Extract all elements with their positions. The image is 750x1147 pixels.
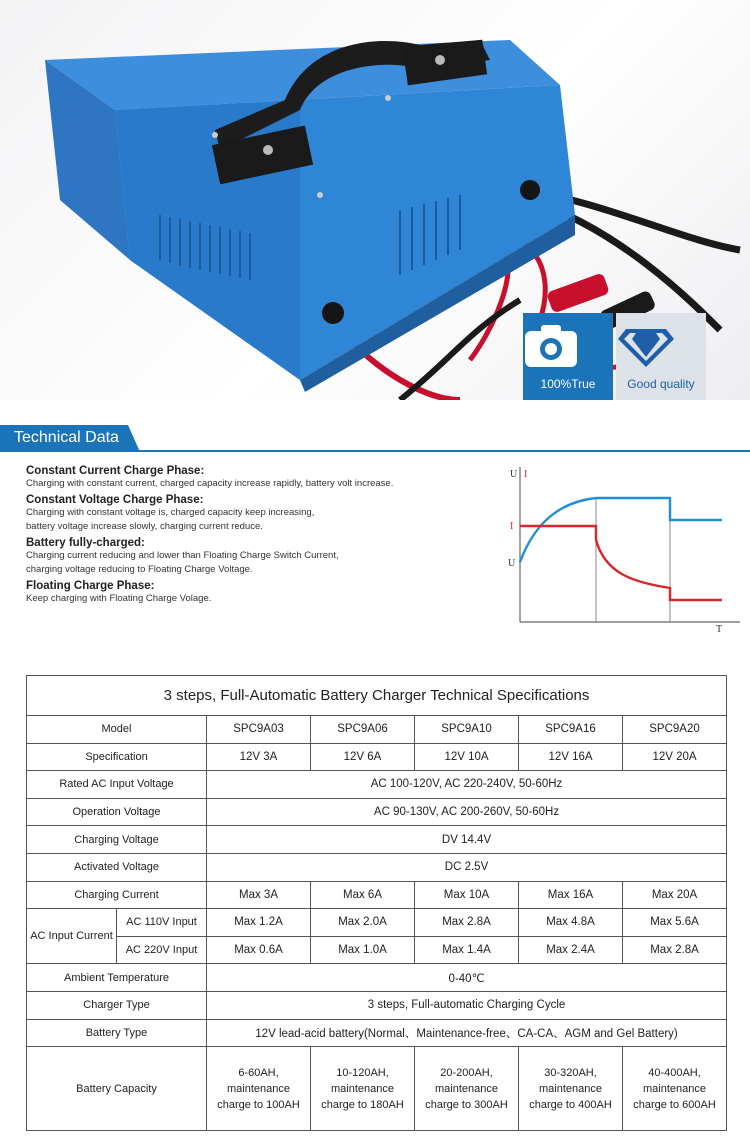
ac-input-current-label: AC Input Current [27,909,117,964]
spec-label: Specification [27,743,207,771]
capacity-cell [519,1047,623,1131]
technical-data-header [0,425,750,453]
phase-title: Battery fully-charged: [26,537,145,549]
activated-voltage-value: DC 2.5V [207,853,727,881]
capacity-cell [623,1047,727,1131]
phase-floating [26,580,496,606]
spec-cell: 12V 6A [311,743,415,771]
phase-constant-voltage [26,494,496,534]
ac110-label: AC 110V Input [117,909,207,937]
capacity-range: 30-320AH, [544,1066,597,1079]
table-row [27,798,727,826]
model-cell: SPC9A06 [311,716,415,744]
ac220-label: AC 220V Input [117,936,207,964]
phase-title: Constant Voltage Charge Phase: [26,494,204,506]
model-cell: SPC9A03 [207,716,311,744]
capacity-range: 10-120AH, [336,1066,389,1079]
charging-current-cell: Max 3A [207,881,311,909]
model-cell: SPC9A20 [623,716,727,744]
capacity-note: maintenance [643,1082,707,1095]
capacity-limit: charge to 600AH [633,1098,716,1111]
charger-type-label: Charger Type [27,991,207,1019]
current-curve [520,526,722,600]
capacity-limit: charge to 300AH [425,1098,508,1111]
model-cell: SPC9A10 [415,716,519,744]
ac110-cell: Max 2.0A [311,909,415,937]
ambient-temperature-value: 0-40℃ [207,964,727,992]
t-axis-label: T [716,624,723,635]
diamond-icon [616,323,676,369]
capacity-limit: charge to 100AH [217,1098,300,1111]
charge-curve-diagram [500,462,750,637]
operation-voltage-value: AC 90-130V, AC 200-260V, 50-60Hz [207,798,727,826]
section-title: Technical Data [14,429,119,446]
charging-current-cell: Max 16A [519,881,623,909]
i-axis-label: I [524,469,528,480]
phase-title: Constant Current Charge Phase: [26,465,205,477]
table-row [27,826,727,854]
authentic-badge [523,313,613,400]
phase-text: Charging with constant current, charged capacity increase rapidly, battery volt increase. [26,478,394,489]
u-axis-label: U [510,469,518,480]
ac220-cell: Max 0.6A [207,936,311,964]
capacity-note: maintenance [435,1082,498,1095]
capacity-note: maintenance [331,1082,394,1095]
charging-current-cell: Max 6A [311,881,415,909]
rated-voltage-value: AC 100-120V, AC 220-240V, 50-60Hz [207,771,727,799]
ambient-temperature-label: Ambient Temperature [27,964,207,992]
capacity-cell [311,1047,415,1131]
table-row [27,743,727,771]
capacity-range: 6-60AH, [238,1066,279,1079]
rated-voltage-label: Rated AC Input Voltage [27,771,207,799]
activated-voltage-label: Activated Voltage [27,853,207,881]
table-row [27,881,727,909]
u-level-label: U [508,558,516,569]
capacity-cell [415,1047,519,1131]
capacity-limit: charge to 400AH [529,1098,612,1111]
capacity-range: 20-200AH, [440,1066,493,1079]
phase-fully-charged [26,537,496,577]
table-row [27,964,727,992]
ac220-cell: Max 1.4A [415,936,519,964]
battery-capacity-label: Battery Capacity [27,1047,207,1131]
ac220-cell: Max 1.0A [311,936,415,964]
model-label: Model [27,716,207,744]
phase-text: battery voltage increase slowly, charging current reduce. [26,521,263,532]
table-row [27,909,727,937]
spec-table [26,675,727,1131]
quality-badge-label: Good quality [627,377,695,391]
ac110-cell: Max 2.8A [415,909,519,937]
quality-badge [616,313,706,400]
spec-cell: 12V 16A [519,743,623,771]
phase-text: charging voltage reducing to Floating Charge Voltage. [26,564,253,575]
spec-cell: 12V 10A [415,743,519,771]
table-row [27,771,727,799]
ac110-cell: Max 4.8A [519,909,623,937]
charger-type-value: 3 steps, Full-automatic Charging Cycle [207,991,727,1019]
charging-current-cell: Max 20A [623,881,727,909]
operation-voltage-label: Operation Voltage [27,798,207,826]
capacity-cell [207,1047,311,1131]
table-row [27,991,727,1019]
ac110-cell: Max 1.2A [207,909,311,937]
battery-type-value: 12V lead-acid battery(Normal、Maintenance-free、CA-CA、AGM and Gel Battery) [207,1019,727,1047]
table-row [27,716,727,744]
charging-current-cell: Max 10A [415,881,519,909]
model-cell: SPC9A16 [519,716,623,744]
table-row [27,1047,727,1131]
phase-text: Keep charging with Floating Charge Volage. [26,593,212,604]
voltage-curve [520,498,722,562]
spec-cell: 12V 20A [623,743,727,771]
phase-text: Charging current reducing and lower than Floating Charge Switch Current, [26,550,339,561]
capacity-note: maintenance [539,1082,602,1095]
capacity-note: maintenance [227,1082,290,1095]
table-row [27,853,727,881]
table-row [27,1019,727,1047]
spec-title: 3 steps, Full-Automatic Battery Charger Technical Specifications [27,676,727,716]
charging-voltage-value: DV 14.4V [207,826,727,854]
spec-title-row [27,676,727,716]
charge-phases [26,462,496,608]
ac220-cell: Max 2.4A [519,936,623,964]
authentic-badge-label: 100%True [540,377,596,391]
ac220-cell: Max 2.8A [623,936,727,964]
i-level-label: I [510,521,514,532]
phase-text: Charging with constant voltage is, charged capacity keep increasing, [26,507,315,518]
camera-icon [523,323,579,369]
charging-voltage-label: Charging Voltage [27,826,207,854]
phase-title: Floating Charge Phase: [26,580,155,592]
ac110-cell: Max 5.6A [623,909,727,937]
spec-cell: 12V 3A [207,743,311,771]
charging-current-label: Charging Current [27,881,207,909]
product-photo [0,0,750,400]
battery-type-label: Battery Type [27,1019,207,1047]
capacity-range: 40-400AH, [648,1066,701,1079]
table-row [27,936,727,964]
phase-constant-current [26,465,496,491]
capacity-limit: charge to 180AH [321,1098,404,1111]
